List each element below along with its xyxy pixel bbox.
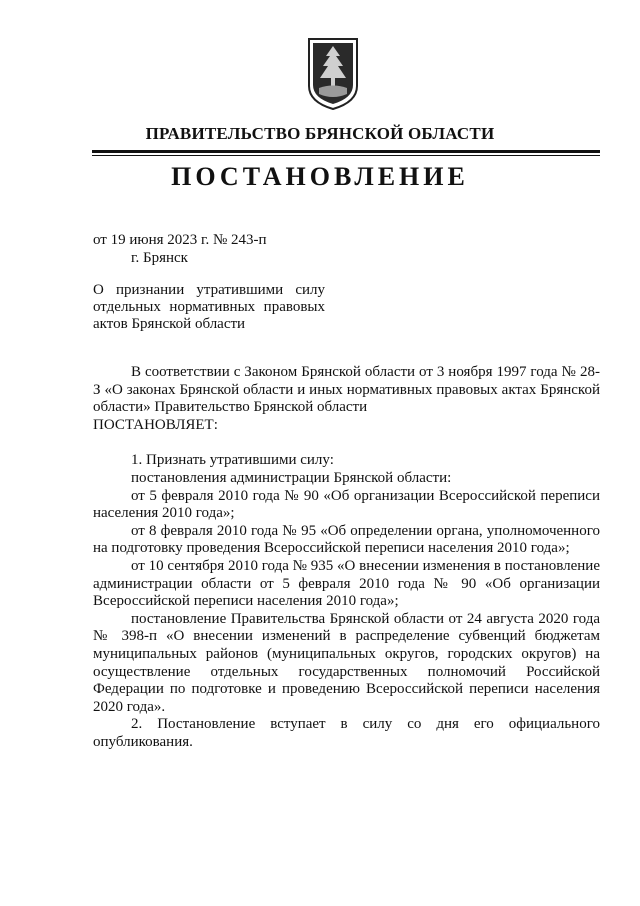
list-item: постановление Правительства Брянской области от 24 августа 2020 года № 398-п «О внесении изменений в распределение субвенций бюджетам муниципальных районов (муниципальных округов, городских округов) на осуществление отдельных государственных полномочий Российской Федерации по подготовке и проведению Всероссийской переписи населения 2020 года». xyxy=(93,610,600,715)
document-city: г. Брянск xyxy=(131,250,188,266)
document-type: ПОСТАНОВЛЕНИЕ xyxy=(171,162,469,191)
intro-paragraph: В соответствии с Законом Брянской области от 3 ноября 1997 года № 28-З «О законах Брянской области и иных нормативных правовых актах Брянской области» Правительство Брянской области xyxy=(93,364,600,416)
subject-line: отдельных нормативных правовых xyxy=(93,299,325,315)
list-item: постановления администрации Брянской области: xyxy=(131,469,452,486)
bryansk-coat-of-arms-icon xyxy=(306,36,360,112)
list-item: 1. Признать утратившими силу: xyxy=(131,452,334,469)
list-item: от 5 февраля 2010 года № 90 «Об организации Всероссийской переписи населения 2010 года»; xyxy=(93,487,600,522)
list-item: от 8 февраля 2010 года № 95 «Об определении органа, уполномоченного на подготовку проведения Всероссийской переписи населения 2010 года»; xyxy=(93,522,600,557)
header-rule-thick xyxy=(92,150,600,153)
list-item: 2. Постановление вступает в силу со дня его официального опубликования. xyxy=(93,716,600,750)
list-item: от 10 сентября 2010 года № 935 «О внесении изменения в постановление администрации области от 5 февраля 2010 года № 90 «Об организации Всероссийской переписи населения 2010 года»; xyxy=(93,557,600,610)
document-subject xyxy=(93,282,325,333)
subject-line: актов Брянской области xyxy=(93,316,246,332)
subject-line: О признании утратившими силу xyxy=(93,282,325,298)
header-rule-thin xyxy=(92,155,600,156)
document-date-number: от 19 июня 2023 г. № 243-п xyxy=(93,232,267,248)
decree-word: ПОСТАНОВЛЯЕТ: xyxy=(93,416,218,433)
government-name: ПРАВИТЕЛЬСТВО БРЯНСКОЙ ОБЛАСТИ xyxy=(145,124,495,143)
document-body xyxy=(93,364,600,751)
